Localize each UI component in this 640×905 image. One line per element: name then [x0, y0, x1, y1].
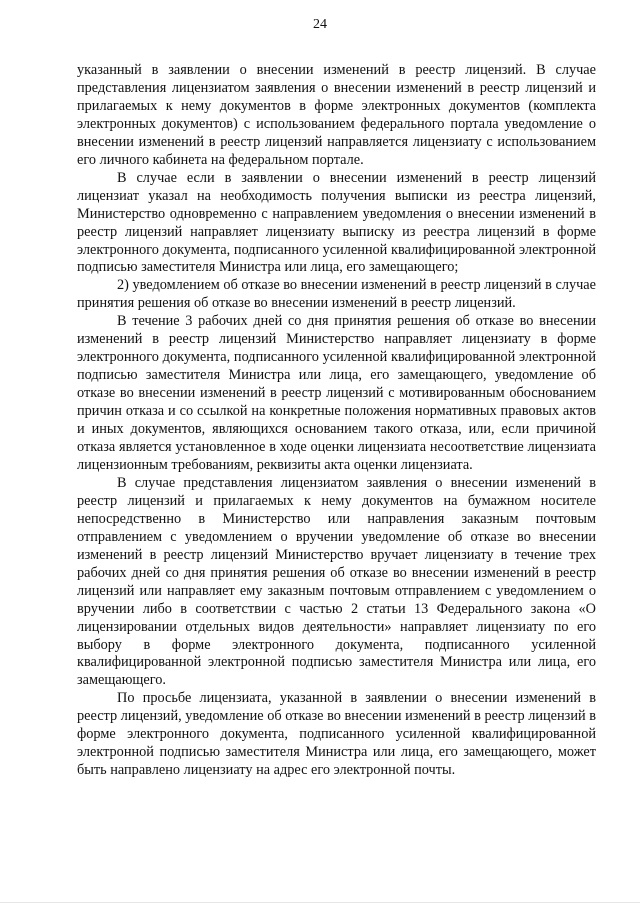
- paragraph-paper-submission: В случае представления лицензиатом заявления о внесении изменений в реестр лицензий и прилагаемых к нему документов на бумажном носителе непосредственно в Министерство или направления заказным почтовым отправлением с уведомлением о вручении уведомление об отказе во внесении изменений в реестр лицензий Министерство вручает лицензиату в течение трех рабочих дней со дня принятия решения об отказе во внесении изменений в реестр лицензий или направляет ему заказным почтовым отправлением с уведомлением о вручении либо в соответствии с частью 2 статьи 13 Федерального закона «О лицензировании отдельных видов деятельности» направляет лицензиату по его выбору в форме электронного документа, подписанного усиленной квалифицированной электронной подписью заместителя Министра или лица, его замещающего.: [77, 474, 596, 689]
- paragraph-refusal-deadline: В течение 3 рабочих дней со дня принятия решения об отказе во внесении изменений в реестр лицензий Министерство направляет лицензиату в форме электронного документа, подписанного усиленной квалифицированной электронной подписью заместителя Министра или лица, его замещающего, уведомление об отказе во внесении изменений в реестр лицензий с мотивированным обоснованием причин отказа и со ссылкой на конкретные положения нормативных правовых актов и иных документов, являющихся основанием такого отказа, или, если причиной отказа является установленное в ходе оценки лицензиата несоответствие лицензиата лицензионным требованиям, реквизиты акта оценки лицензиата.: [77, 313, 596, 473]
- paragraph-continuation: указанный в заявлении о внесении изменений в реестр лицензий. В случае представления лицензиатом заявления о внесении изменений в реестр лицензий и прилагаемых к нему документов в форме электронных документов (комплекта электронных документов) с использованием федерального портала уведомление о внесении изменений в реестр лицензий направляется лицензиату с использованием его личного кабинета на федеральном портале.: [77, 62, 596, 168]
- document-body: [77, 62, 596, 780]
- paragraph-email-delivery: По просьбе лицензиата, указанной в заявлении о внесении изменений в реестр лицензий, уведомление об отказе во внесении изменений в реестр лицензий в форме электронного документа, подписанного усиленной квалифицированной электронной подписью заместителя Министра или лица, его замещающего, может быть направлено лицензиату на адрес его электронной почты.: [77, 690, 596, 779]
- paragraph-extract-notice: В случае если в заявлении о внесении изменений в реестр лицензий лицензиат указал на необходимость получения выписки из реестра лицензий, Министерство одновременно с направлением уведомления о внесении изменений в реестр лицензий направляет лицензиату выписку из реестра лицензий в форме электронного документа, подписанного усиленной квалифицированной электронной подписью заместителя Министра или лица, его замещающего;: [77, 169, 596, 276]
- paragraph-refusal-notice: 2) уведомлением об отказе во внесении изменений в реестр лицензий в случае принятия решения об отказе во внесении изменений в реестр лицензий.: [77, 277, 596, 312]
- page-bottom-edge: [0, 902, 640, 903]
- page-number: 24: [313, 17, 327, 32]
